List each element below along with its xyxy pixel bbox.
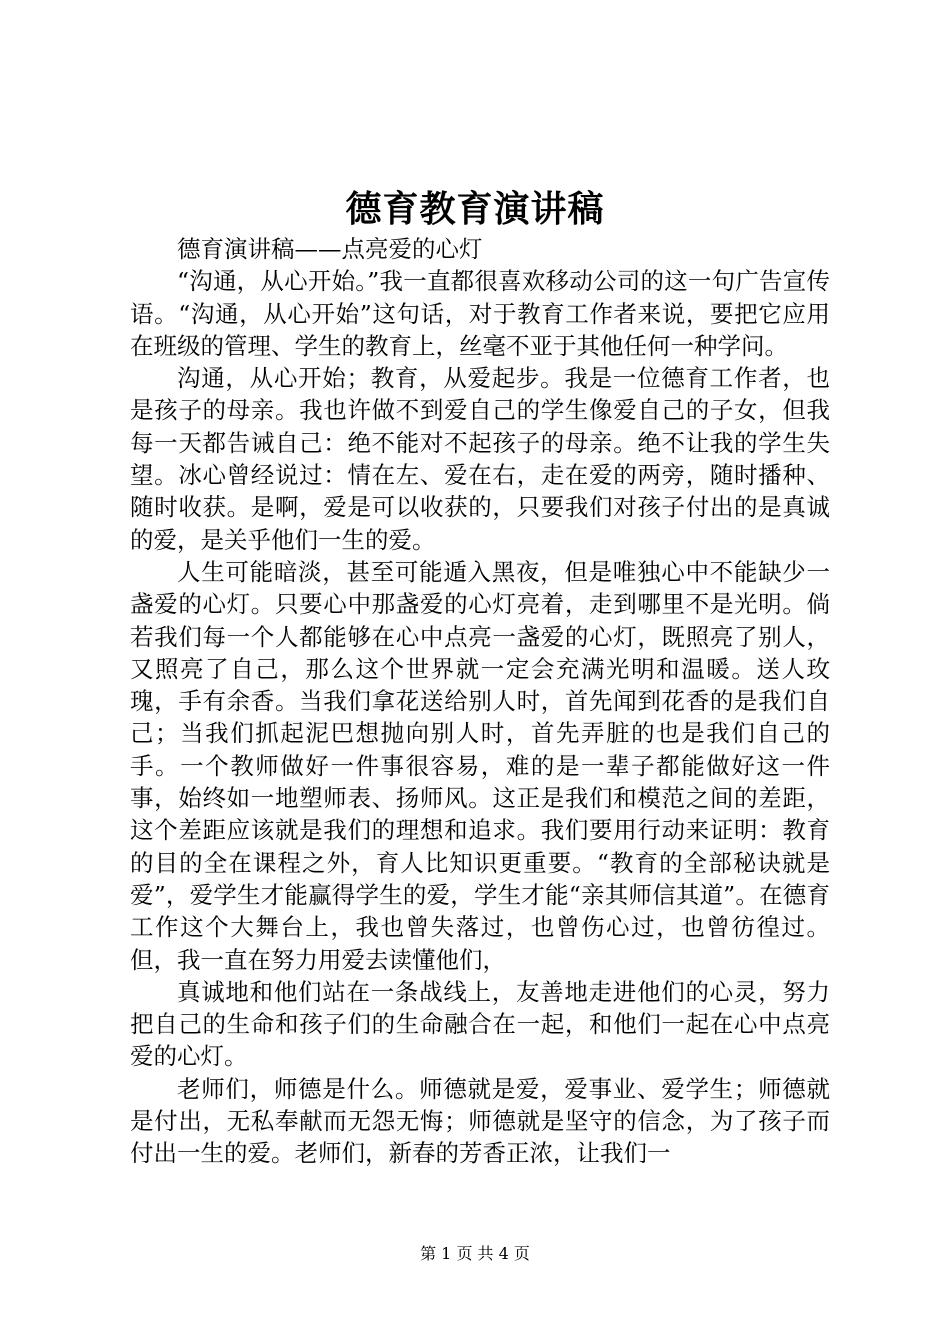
document-body xyxy=(130,233,830,1170)
paragraph: 沟通，从心开始；教育，从爱起步。我是一位德育工作者，也是孩子的母亲。我也许做不到爱自己的学生像爱自己的子女，但我每一天都告诫自己：绝不能对不起孩子的母亲。绝不让我的学生失望。冰心曾经说过：情在左、爱在右，走在爱的两旁，随时播种、随时收获。是啊，爱是可以收获的，只要我们对孩子付出的是真诚的爱，是关乎他们一生的爱。 xyxy=(130,364,830,554)
paragraph: 真诚地和他们站在一条战线上，友善地走进他们的心灵，努力把自己的生命和孩子们的生命融合在一起，和他们一起在心中点亮爱的心灯。 xyxy=(130,977,830,1071)
paragraph: 老师们，师德是什么。师德就是爱，爱事业、爱学生；师德就是付出，无私奉献而无怨无悔；师德就是坚守的信念，为了孩子而付出一生的爱。老师们，新春的芳香正浓，让我们一 xyxy=(130,1074,830,1168)
document-title: 德育教育演讲稿 xyxy=(345,188,605,230)
paragraph: “沟通，从心开始。”我一直都很喜欢移动公司的这一句广告宣传语。“沟通，从心开始”这句话，对于教育工作者来说，要把它应用在班级的管理、学生的教育上，丝毫不亚于其他任何一种学问。 xyxy=(130,267,830,360)
page-footer: 第 1 页 共 4 页 xyxy=(420,1244,530,1263)
paragraph-subtitle: 德育演讲稿——点亮爱的心灯 xyxy=(177,235,483,263)
paragraph: 人生可能暗淡，甚至可能遁入黑夜，但是唯独心中不能缺少一盏爱的心灯。只要心中那盏爱的心灯亮着，走到哪里不是光明。倘若我们每一个人都能够在心中点亮一盏爱的心灯，既照亮了别人，又照亮了自己，那么这个世界就一定会充满光明和温暖。送人玫瑰，手有余香。当我们拿花送给别人时，首先闻到花香的是我们自己；当我们抓起泥巴想抛向别人时，首先弄脏的也是我们自己的手。一个教师做好一件事很容易，难的是一辈子都能做好这一件事，始终如一地塑师表、扬师风。这正是我们和模范之间的差距，这个差距应该就是我们的理想和追求。我们要用行动来证明：教育的目的全在课程之外，育人比知识更重要。“教育的全部秘诀就是爱”，爱学生才能赢得学生的爱，学生才能“亲其师信其道”。在德育工作这个大舞台上，我也曾失落过，也曾伤心过，也曾彷徨过。但，我一直在努力用爱去读懂他们， xyxy=(130,557,830,974)
